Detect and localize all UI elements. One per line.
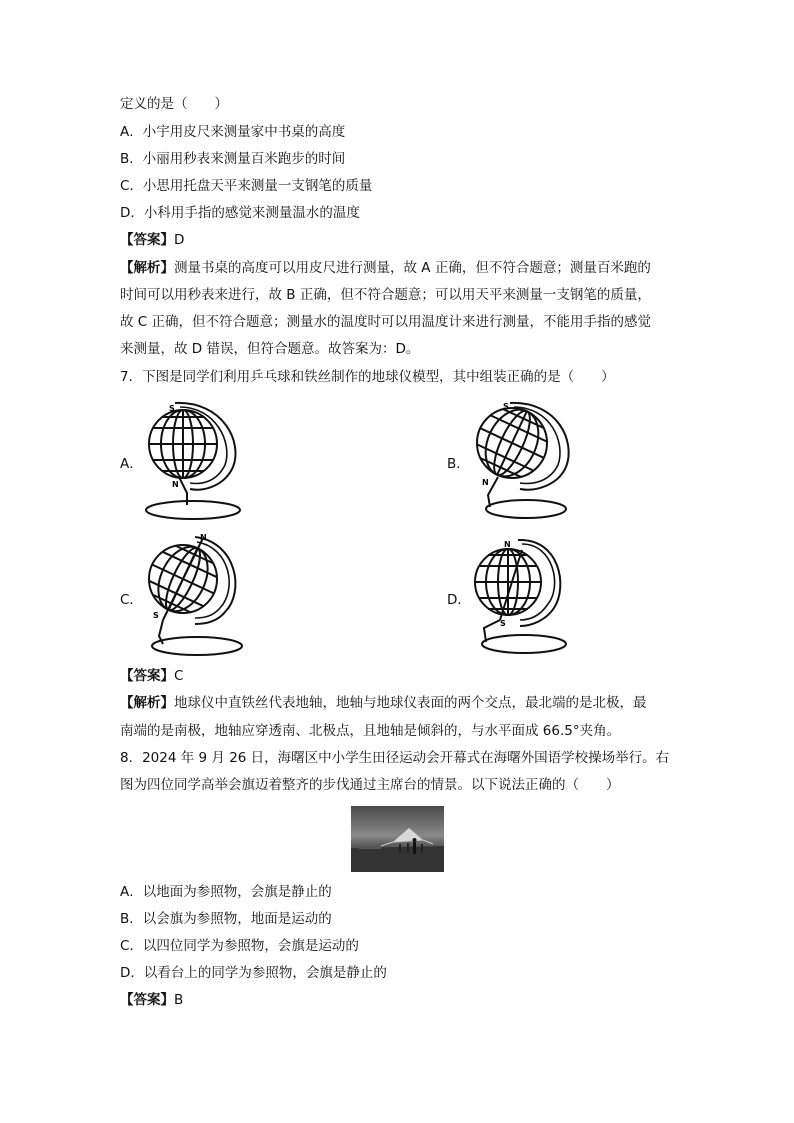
q7-option-a-label: A． bbox=[120, 456, 143, 472]
globe-b-illustration bbox=[470, 397, 580, 522]
answer-label: 【答案】 bbox=[120, 992, 174, 1008]
q7-option-d-label: D． bbox=[447, 592, 471, 608]
q7-analysis-line-2: 南端的是南极，地轴应穿透南、北极点，且地轴是倾斜的，与水平面成 66.5°夹角。 bbox=[120, 723, 621, 739]
q6-option-c: C．小思用托盘天平来测量一支钢笔的质量 bbox=[120, 178, 373, 194]
q8-option-c: C．以四位同学为参照物，会旗是运动的 bbox=[120, 938, 359, 954]
q6-answer bbox=[120, 231, 184, 249]
q8-option-a: A．以地面为参照物，会旗是静止的 bbox=[120, 884, 332, 900]
globe-c-bottom-pole-label: S bbox=[153, 611, 159, 620]
globe-d-illustration bbox=[470, 532, 580, 660]
q7-answer bbox=[120, 667, 183, 685]
q7-analysis-line-1 bbox=[120, 694, 647, 712]
globe-d-top-pole-label: N bbox=[504, 540, 511, 549]
q6-analysis-line-2: 时间可以用秒表来进行，故 B 正确，但不符合题意；可以用天平来测量一支钢笔的质量， bbox=[120, 287, 651, 303]
analysis-label: 【解析】 bbox=[120, 260, 174, 276]
answer-value: B bbox=[174, 992, 184, 1008]
analysis-text: 测量书桌的高度可以用皮尺进行测量，故 A 正确，但不符合题意；测量百米跑的 bbox=[174, 260, 651, 276]
q8-option-d: D．以看台上的同学为参照物，会旗是静止的 bbox=[120, 965, 387, 981]
q6-analysis-line-1 bbox=[120, 259, 651, 277]
answer-label: 【答案】 bbox=[120, 668, 174, 684]
globe-a-illustration bbox=[145, 397, 245, 522]
q8-option-b: B．以会旗为参照物，地面是运动的 bbox=[120, 911, 332, 927]
q7-option-b-label: B． bbox=[447, 456, 470, 472]
q6-analysis-line-3: 故 C 正确，但不符合题意；测量水的温度时可以用温度计来进行测量，不能用手指的感觉 bbox=[120, 314, 652, 330]
globe-d-bottom-pole-label: S bbox=[500, 619, 506, 628]
q6-option-d: D．小科用手指的感觉来测量温水的温度 bbox=[120, 205, 360, 221]
answer-label: 【答案】 bbox=[120, 232, 174, 248]
q7-option-c-label: C． bbox=[120, 592, 143, 608]
globe-a-top-pole-label: S bbox=[169, 404, 175, 413]
globe-c-top-pole-label: N bbox=[200, 533, 207, 542]
q8-stem-line-1: 8．2024 年 9 月 26 日，海曙区中小学生田径运动会开幕式在海曙外国语学校操场举行。右 bbox=[120, 750, 670, 766]
answer-value: C bbox=[174, 668, 184, 684]
q7-stem: 7．下图是同学们利用乒乓球和铁丝制作的地球仪模型，其中组装正确的是（ ） bbox=[120, 369, 615, 385]
q8-answer bbox=[120, 991, 183, 1009]
flag-parade-photo bbox=[351, 806, 444, 872]
q8-stem-line-2: 图为四位同学高举会旗迈着整齐的步伐通过主席台的情景。以下说法正确的（ ） bbox=[120, 777, 620, 793]
globe-a-bottom-pole-label: N bbox=[172, 480, 179, 489]
analysis-label: 【解析】 bbox=[120, 695, 174, 711]
q6-analysis-line-4: 来测量，故 D 错误，但符合题意。故答案为：D。 bbox=[120, 341, 420, 357]
answer-value: D bbox=[174, 232, 185, 248]
globe-b-top-pole-label: S bbox=[503, 402, 509, 411]
globe-b-bottom-pole-label: N bbox=[482, 478, 489, 487]
q6-option-b: B．小丽用秒表来测量百米跑步的时间 bbox=[120, 151, 346, 167]
analysis-text: 地球仪中直铁丝代表地轴，地轴与地球仪表面的两个交点，最北端的是北极，最 bbox=[174, 695, 647, 711]
q6-option-a: A．小宇用皮尺来测量家中书桌的高度 bbox=[120, 124, 346, 140]
globe-c-illustration bbox=[145, 532, 245, 660]
q6-stem-tail: 定义的是（ ） bbox=[120, 96, 228, 112]
